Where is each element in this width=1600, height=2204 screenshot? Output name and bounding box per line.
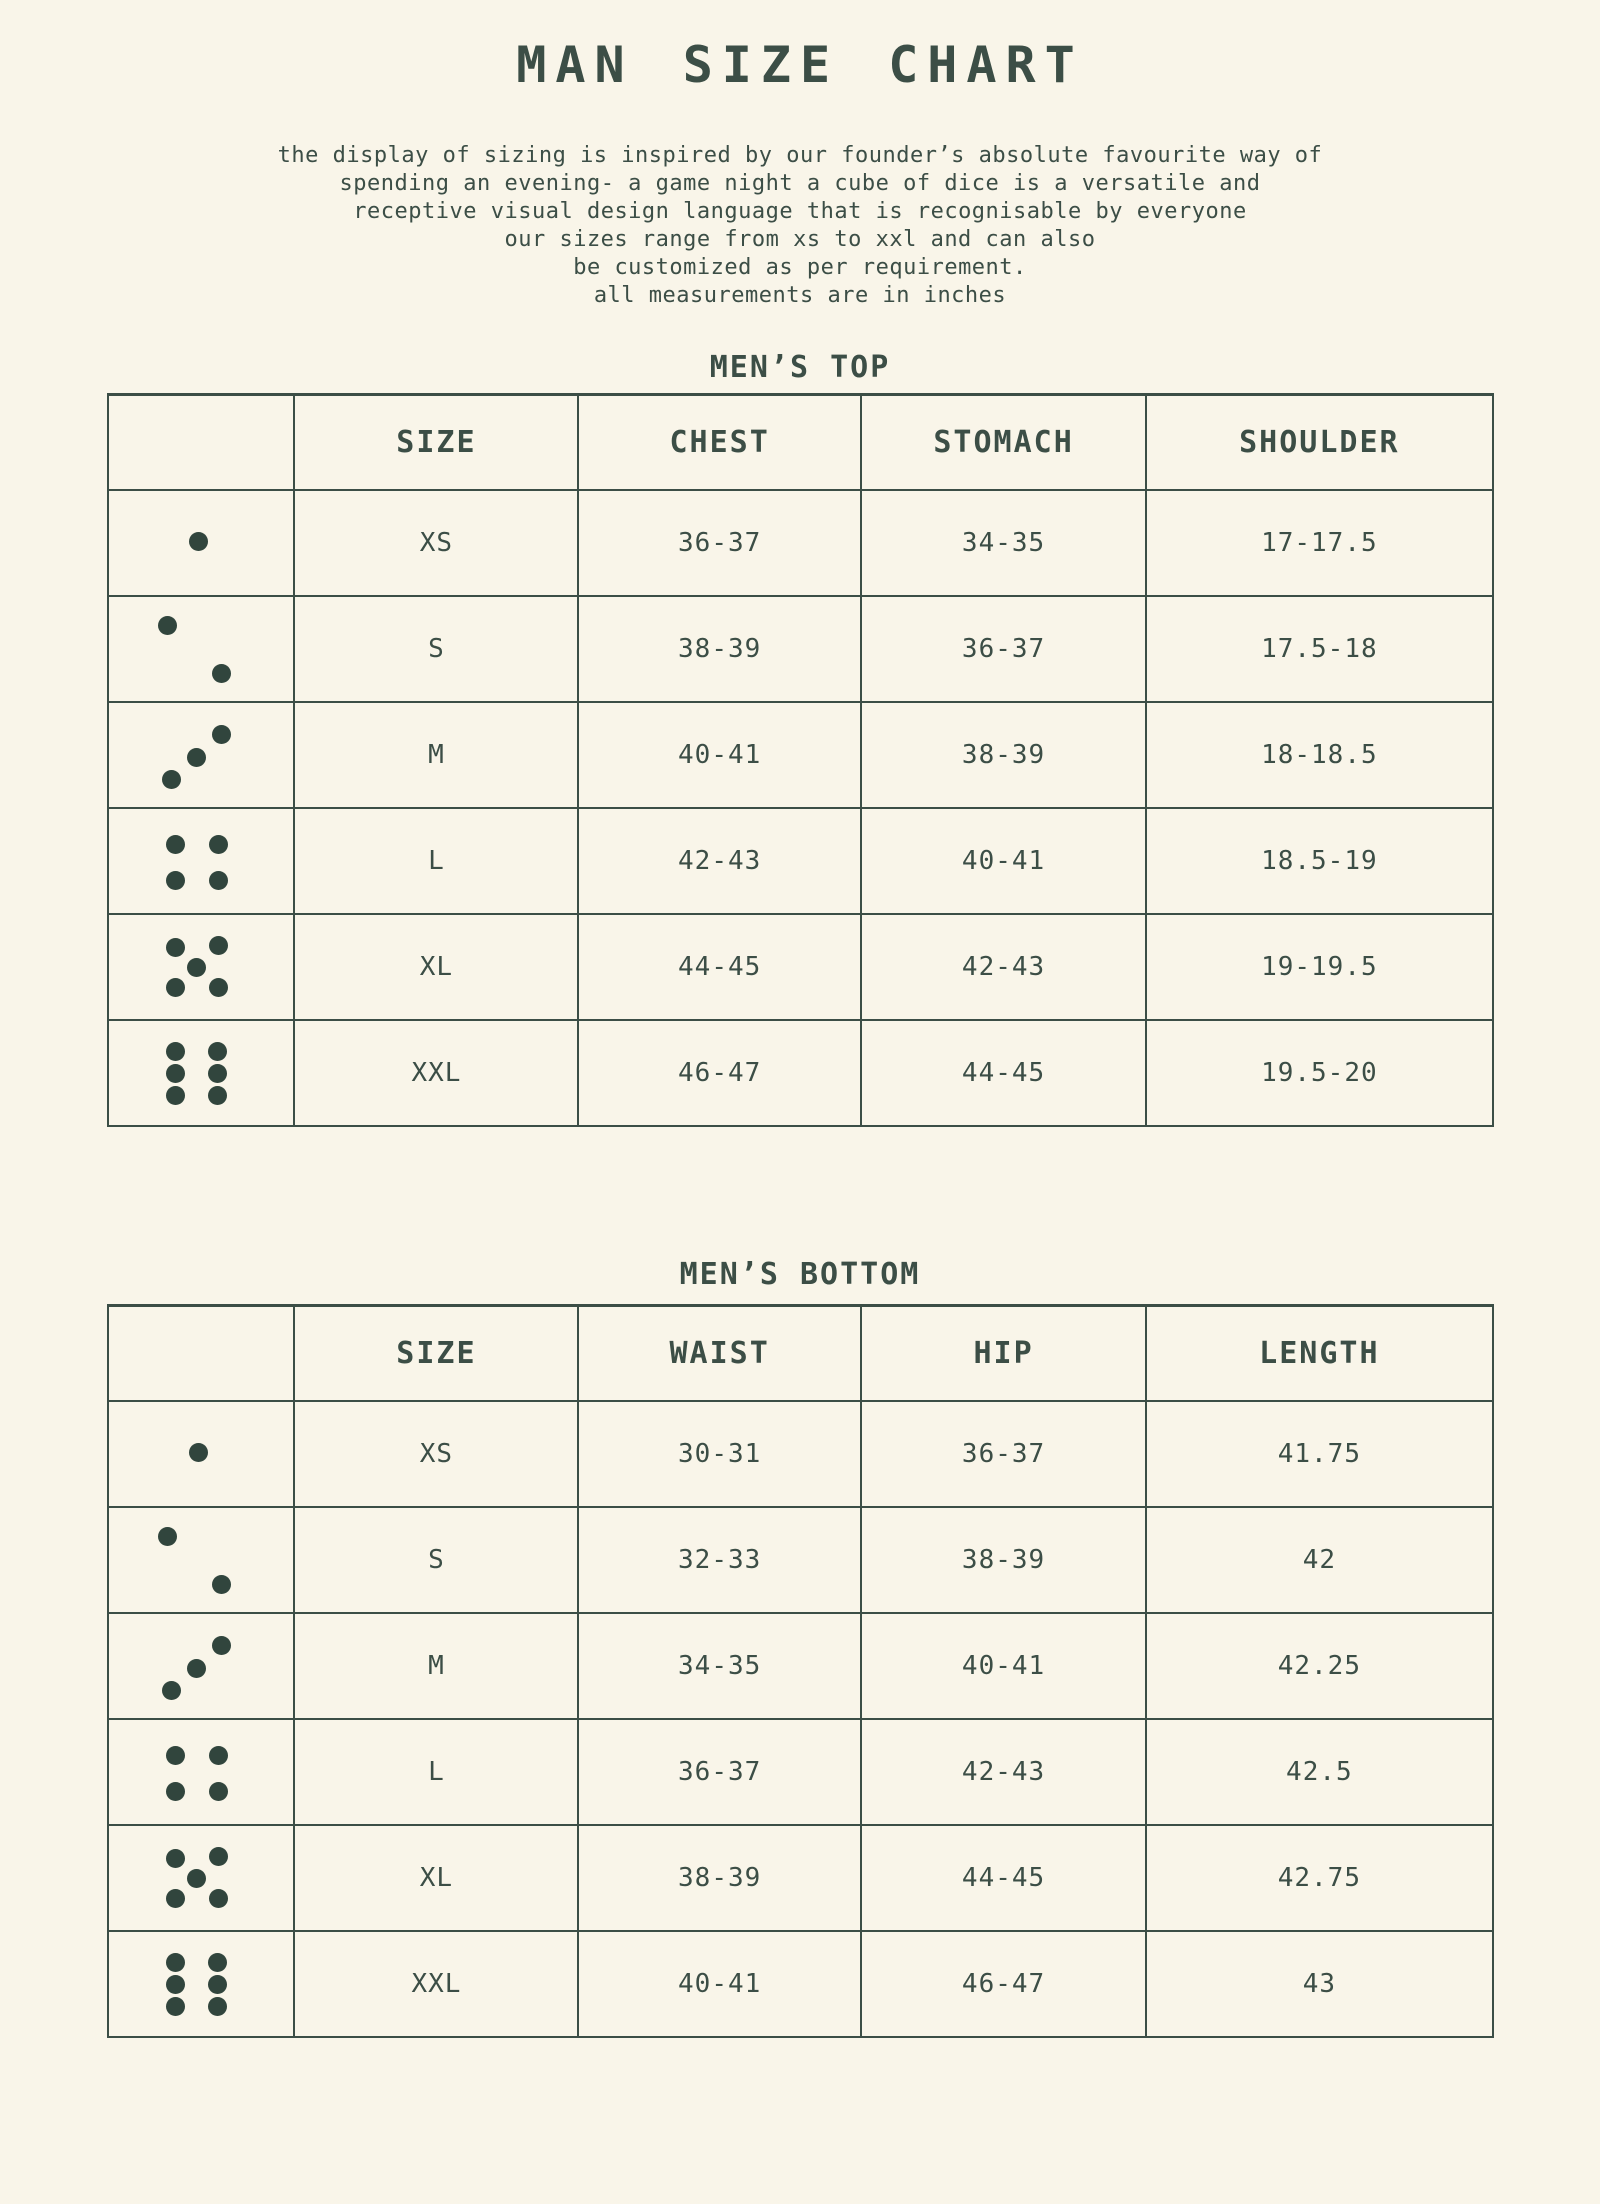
measurement-cell: 42-43	[861, 1719, 1146, 1825]
dice-column-header	[108, 395, 295, 491]
measurement-cell: 36-37	[578, 1719, 861, 1825]
measurement-cell: 34-35	[578, 1613, 861, 1719]
size-row-m	[108, 1613, 1493, 1719]
measurement-cell: 38-39	[578, 1825, 861, 1931]
dice-dot	[166, 835, 185, 854]
measurement-cell: 36-37	[861, 1401, 1146, 1507]
measurement-cell: 42-43	[861, 914, 1146, 1020]
dice-dot	[166, 1086, 185, 1105]
dice-4-icon	[151, 811, 251, 911]
dice-dot	[162, 1681, 181, 1700]
size-row-xl	[108, 1825, 1493, 1931]
measurement-cell: 44-45	[861, 1825, 1146, 1931]
measurement-cell: 19.5-20	[1146, 1020, 1492, 1126]
dice-dot	[166, 1849, 185, 1868]
intro-line: be customized as per requirement.	[573, 255, 1027, 280]
column-header-hip: HIP	[861, 1306, 1146, 1402]
dice-dot	[166, 938, 185, 957]
dice-3-icon	[151, 705, 251, 805]
column-header-stomach: STOMACH	[861, 395, 1146, 491]
dice-1-icon	[151, 493, 251, 593]
intro-text	[0, 142, 1600, 310]
size-cell: S	[294, 596, 578, 702]
measurement-cell: 30-31	[578, 1401, 861, 1507]
dice-dot	[187, 1659, 206, 1678]
column-header-size: SIZE	[294, 1306, 578, 1402]
dice-dot	[208, 1064, 227, 1083]
intro-line: the display of sizing is inspired by our founder’s absolute favourite way of	[277, 143, 1323, 168]
dice-dot	[209, 835, 228, 854]
measurement-cell: 38-39	[861, 1507, 1146, 1613]
dice-dot	[209, 1889, 228, 1908]
size-cell: XXL	[294, 1020, 578, 1126]
size-row-xxl	[108, 1020, 1493, 1126]
dice-1-icon	[151, 1404, 251, 1504]
dice-dot	[208, 1086, 227, 1105]
dice-dot	[166, 1042, 185, 1061]
size-row-xs	[108, 490, 1493, 596]
dice-cell	[108, 1825, 295, 1931]
measurement-cell: 41.75	[1146, 1401, 1492, 1507]
mens-top-heading: MEN’S TOP	[709, 350, 891, 385]
measurement-cell: 42.25	[1146, 1613, 1492, 1719]
dice-5-icon	[151, 1828, 251, 1928]
measurement-cell: 34-35	[861, 490, 1146, 596]
measurement-cell: 19-19.5	[1146, 914, 1492, 1020]
dice-dot	[166, 1746, 185, 1765]
dice-dot	[187, 748, 206, 767]
size-cell: L	[294, 1719, 578, 1825]
size-cell: M	[294, 1613, 578, 1719]
measurement-cell: 46-47	[861, 1931, 1146, 2037]
header-row	[108, 1306, 1493, 1402]
dice-cell	[108, 1020, 295, 1126]
intro-line: all measurements are in inches	[593, 283, 1007, 308]
size-row-m	[108, 702, 1493, 808]
dice-dot	[209, 871, 228, 890]
size-row-xs	[108, 1401, 1493, 1507]
size-row-l	[108, 808, 1493, 914]
intro-line: spending an evening- a game night a cube of dice is a versatile and	[339, 171, 1261, 196]
measurement-cell: 36-37	[861, 596, 1146, 702]
measurement-cell: 40-41	[578, 1931, 861, 2037]
dice-5-icon	[151, 917, 251, 1017]
measurement-cell: 46-47	[578, 1020, 861, 1126]
size-row-s	[108, 596, 1493, 702]
dice-dot	[212, 1575, 231, 1594]
dice-cell	[108, 914, 295, 1020]
intro-line: our sizes range from xs to xxl and can also	[504, 227, 1096, 252]
dice-dot	[158, 1527, 177, 1546]
dice-dot	[166, 1975, 185, 1994]
size-row-l	[108, 1719, 1493, 1825]
dice-cell	[108, 1719, 295, 1825]
size-row-xl	[108, 914, 1493, 1020]
size-cell: L	[294, 808, 578, 914]
measurement-cell: 17-17.5	[1146, 490, 1492, 596]
column-header-waist: WAIST	[578, 1306, 861, 1402]
size-cell: XL	[294, 914, 578, 1020]
column-header-shoulder: SHOULDER	[1146, 395, 1492, 491]
dice-dot	[166, 1953, 185, 1972]
mens-top-table	[107, 393, 1494, 1127]
dice-dot	[166, 871, 185, 890]
size-cell: S	[294, 1507, 578, 1613]
dice-dot	[166, 978, 185, 997]
intro-line: receptive visual design language that is recognisable by everyone	[353, 199, 1247, 224]
dice-6-icon	[151, 1023, 251, 1123]
dice-dot	[208, 1997, 227, 2016]
dice-dot	[162, 770, 181, 789]
dice-dot	[158, 616, 177, 635]
measurement-cell: 43	[1146, 1931, 1492, 2037]
measurement-cell: 40-41	[861, 808, 1146, 914]
size-chart-page	[0, 36, 1600, 2204]
dice-dot	[208, 1975, 227, 1994]
dice-cell	[108, 1613, 295, 1719]
dice-dot	[189, 1443, 208, 1462]
dice-dot	[166, 1064, 185, 1083]
measurement-cell: 42-43	[578, 808, 861, 914]
header-row	[108, 395, 1493, 491]
dice-dot	[212, 1636, 231, 1655]
dice-4-icon	[151, 1722, 251, 1822]
dice-dot	[208, 1042, 227, 1061]
dice-dot	[212, 664, 231, 683]
mens-bottom-heading: MEN’S BOTTOM	[679, 1257, 921, 1292]
measurement-cell: 42.75	[1146, 1825, 1492, 1931]
measurement-cell: 40-41	[861, 1613, 1146, 1719]
measurement-cell: 36-37	[578, 490, 861, 596]
measurement-cell: 38-39	[861, 702, 1146, 808]
measurement-cell: 32-33	[578, 1507, 861, 1613]
mens-bottom-section	[0, 1257, 1600, 2038]
dice-dot	[166, 1997, 185, 2016]
dice-dot	[187, 958, 206, 977]
column-header-chest: CHEST	[578, 395, 861, 491]
dice-dot	[208, 1953, 227, 1972]
dice-cell	[108, 702, 295, 808]
column-header-length: LENGTH	[1146, 1306, 1492, 1402]
measurement-cell: 44-45	[578, 914, 861, 1020]
measurement-cell: 40-41	[578, 702, 861, 808]
measurement-cell: 42.5	[1146, 1719, 1492, 1825]
dice-2-icon	[151, 599, 251, 699]
page-title: MAN SIZE CHART	[516, 36, 1084, 94]
size-cell: XXL	[294, 1931, 578, 2037]
dice-dot	[166, 1782, 185, 1801]
measurement-cell: 38-39	[578, 596, 861, 702]
mens-top-section	[0, 350, 1600, 1127]
dice-cell	[108, 1931, 295, 2037]
size-row-xxl	[108, 1931, 1493, 2037]
dice-cell	[108, 1507, 295, 1613]
dice-6-icon	[151, 1934, 251, 2034]
dice-dot	[209, 1847, 228, 1866]
dice-dot	[187, 1869, 206, 1888]
size-cell: M	[294, 702, 578, 808]
dice-dot	[209, 1746, 228, 1765]
column-header-size: SIZE	[294, 395, 578, 491]
dice-dot	[166, 1889, 185, 1908]
measurement-cell: 18-18.5	[1146, 702, 1492, 808]
dice-dot	[212, 725, 231, 744]
dice-dot	[209, 936, 228, 955]
measurement-cell: 42	[1146, 1507, 1492, 1613]
size-row-s	[108, 1507, 1493, 1613]
size-cell: XS	[294, 1401, 578, 1507]
dice-3-icon	[151, 1616, 251, 1716]
measurement-cell: 44-45	[861, 1020, 1146, 1126]
measurement-cell: 17.5-18	[1146, 596, 1492, 702]
dice-dot	[209, 978, 228, 997]
dice-dot	[189, 532, 208, 551]
dice-dot	[209, 1782, 228, 1801]
size-cell: XS	[294, 490, 578, 596]
dice-column-header	[108, 1306, 295, 1402]
dice-cell	[108, 1401, 295, 1507]
mens-bottom-table	[107, 1304, 1494, 2038]
dice-cell	[108, 596, 295, 702]
dice-cell	[108, 808, 295, 914]
dice-2-icon	[151, 1510, 251, 1610]
measurement-cell: 18.5-19	[1146, 808, 1492, 914]
dice-cell	[108, 490, 295, 596]
size-cell: XL	[294, 1825, 578, 1931]
